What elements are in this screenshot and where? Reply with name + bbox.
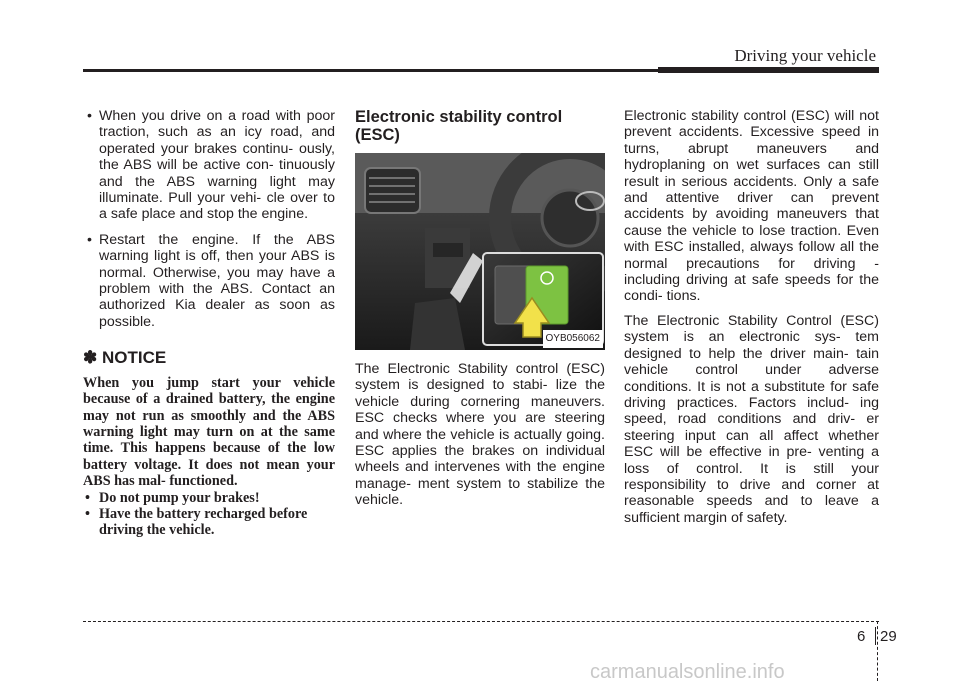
- page-number: 29: [880, 628, 897, 645]
- abs-bullet-list: [83, 108, 335, 330]
- page-number-separator: [875, 627, 876, 645]
- list-item: • When you drive on a road with poor traction, such as an icy road, and operated your brakes continu- ously, the ABS will be active con- tinuously and the ABS warning light may illuminate. Pull your vehi- cle over to a safe place and stop the engine.: [83, 108, 335, 223]
- watermark: carmanualsonline.info: [590, 661, 785, 683]
- running-header: Driving your vehicle: [734, 46, 876, 65]
- esc-paragraph: The Electronic Stability control (ESC) system is designed to stabi- lize the vehicle during cornering maneuvers. ESC checks where you are steering and where the vehicle is actually going. ESC applies the brakes on individual wheels and intervenes with the engine manage- ment system to stabilize the vehicle.: [355, 361, 605, 509]
- esc-paragraph-warning: Electronic stability control (ESC) will not prevent accidents. Excessive speed in turns, abrupt maneuvers and hydroplaning on wet surfaces can still result in serious accidents. Only a safe and attentive driver can prevent accidents by avoiding maneuvers that cause the vehicle to lose traction. Even with ESC installed, always follow all the normal precautions for driving - including driving at safe speeds for the condi- tions.: [624, 108, 879, 305]
- dashboard-photo-illustration: [355, 153, 605, 350]
- notice-title: ✽ NOTICE: [83, 348, 167, 368]
- list-item: • Do not pump your brakes!: [83, 490, 335, 506]
- right-column: [624, 108, 879, 534]
- chapter-number: 6: [857, 628, 866, 645]
- footer-divider: [877, 621, 878, 681]
- left-column: [83, 108, 335, 539]
- esc-dashboard-figure: [355, 153, 605, 350]
- list-item: • Restart the engine. If the ABS warning light is off, then your ABS is normal. Otherwise, you may have a problem with the ABS. Contact an authorized Kia dealer as soon as possible.: [83, 232, 335, 330]
- footer-rule: [83, 621, 879, 622]
- list-item: • Have the battery recharged before driving the vehicle.: [83, 506, 335, 539]
- header-rule-accent: [658, 67, 879, 73]
- notice-bullet-list: [83, 490, 335, 539]
- figure-code: OYB056062: [543, 330, 604, 348]
- esc-paragraph-description: The Electronic Stability Control (ESC) system is an electronic sys- tem designed to help the driver main- tain vehicle control under adverse conditions. It is not a substitute for safe driving practices. Factors includ- ing speed, road conditions and driv- er steering input can all affect whether ESC will be effective in pre- venting a loss of control. It is still your responsibility to drive and corner at reasonable speeds and to leave a sufficient margin of safety.: [624, 312, 879, 526]
- section-title: Electronic stability control (ESC): [355, 108, 563, 144]
- middle-column: [355, 108, 605, 517]
- notice-body: When you jump start your vehicle because of a drained battery, the engine may not run as smoothly and the ABS warning light may turn on at the same time. This happens because of the low battery voltage. It does not mean your ABS has mal- functioned.: [83, 374, 335, 490]
